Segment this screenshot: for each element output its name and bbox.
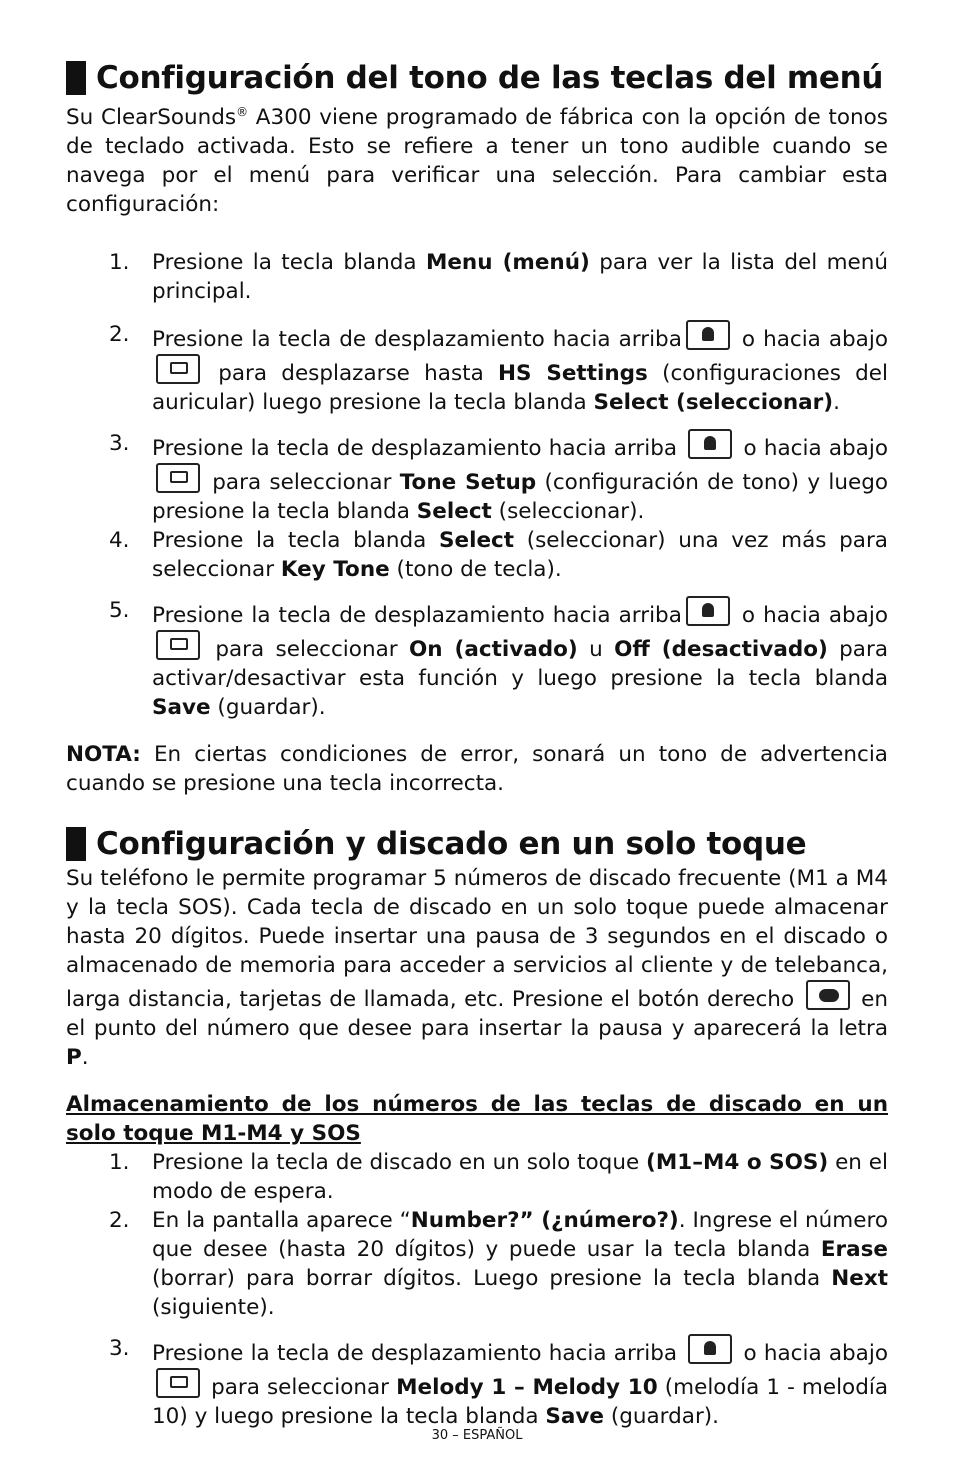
key-tone-steps [66, 248, 888, 722]
intro-paragraph: Su ClearSounds® A300 viene programado de fábrica con la opción de tonos de teclado activada. Esto se refiere a tener un tono audible cuando se navega por el menú para verificar una selección. Para cambiar esta configuración: [66, 105, 888, 218]
list-item: 3. Presione la tecla de desplazamiento hacia arriba o hacia abajo para seleccionar Tone Setup (configuración de tono) y luego presione la tecla blanda Select (seleccionar). [109, 431, 888, 525]
subheading: Almacenamiento de los números de las teclas de discado en un solo toque M1-M4 y SOS [66, 1092, 888, 1147]
page-footer: 30 – ESPAÑOL [431, 1428, 523, 1443]
down-key-icon [156, 463, 200, 493]
right-key-icon [806, 980, 850, 1010]
manual-page [66, 58, 888, 1431]
list-item: 2. Presione la tecla de desplazamiento hacia arriba o hacia abajo para desplazarse hasta HS Settings (configuraciones del auricular) luego presione la tecla blanda Select (seleccionar). [109, 322, 889, 416]
section-heading-speed-dial: Configuración y discado en un solo toque [66, 824, 888, 864]
heading-bar [66, 827, 86, 861]
down-key-icon [156, 354, 200, 384]
up-key-icon [686, 596, 730, 626]
up-key-icon [688, 429, 732, 459]
list-item: 1. Presione la tecla blanda Menu (menú) para ver la lista del menú principal. [109, 250, 888, 305]
down-key-icon [156, 630, 200, 660]
up-key-icon [686, 320, 730, 350]
list-item: 3. Presione la tecla de desplazamiento hacia arriba o hacia abajo para seleccionar Melody 1 – Melody 10 (melodía 1 - melodía 10) y luego presione la tecla blanda Save (guardar). [109, 1336, 888, 1430]
note-paragraph: NOTA: En ciertas condiciones de error, sonará un tono de advertencia cuando se presione una tecla incorrecta. [66, 742, 888, 797]
list-item: 4. Presione la tecla blanda Select (seleccionar) una vez más para seleccionar Key Tone (tono de tecla). [109, 528, 888, 583]
speed-dial-steps [66, 1148, 888, 1431]
list-item: 1. Presione la tecla de discado en un solo toque (M1–M4 o SOS) en el modo de espera. [109, 1150, 888, 1205]
heading-bar [66, 61, 86, 95]
list-item: 5. Presione la tecla de desplazamiento hacia arriba o hacia abajo para seleccionar On (activado) u Off (desactivado) para activar/desactivar esta función y luego presione la tecla blanda Save (guardar). [109, 598, 889, 721]
up-key-icon [688, 1334, 732, 1364]
list-item: 2. En la pantalla aparece “Number?” (¿número?). Ingrese el número que desee (hasta 20 dígitos) y puede usar la tecla blanda Erase (borrar) para borrar dígitos. Luego presione la tecla blanda Next (siguiente). [109, 1208, 888, 1321]
down-key-icon [156, 1368, 200, 1398]
section-heading-key-tone: Configuración del tono de las teclas del menú [66, 58, 888, 98]
speed-dial-paragraph: Su teléfono le permite programar 5 números de discado frecuente (M1 a M4 y la tecla SOS). Cada tecla de discado en un solo toque puede almacenar hasta 20 dígitos. Puede insertar una pausa de 3 segundos en el discado o almacenado de memoria para acceder a servicios al cliente y de telebanca, larga distancia, tarjetas de llamada, etc. Presione el botón derecho en el punto del número que desee para insertar la pausa y aparecerá la letra P. [66, 866, 888, 1071]
